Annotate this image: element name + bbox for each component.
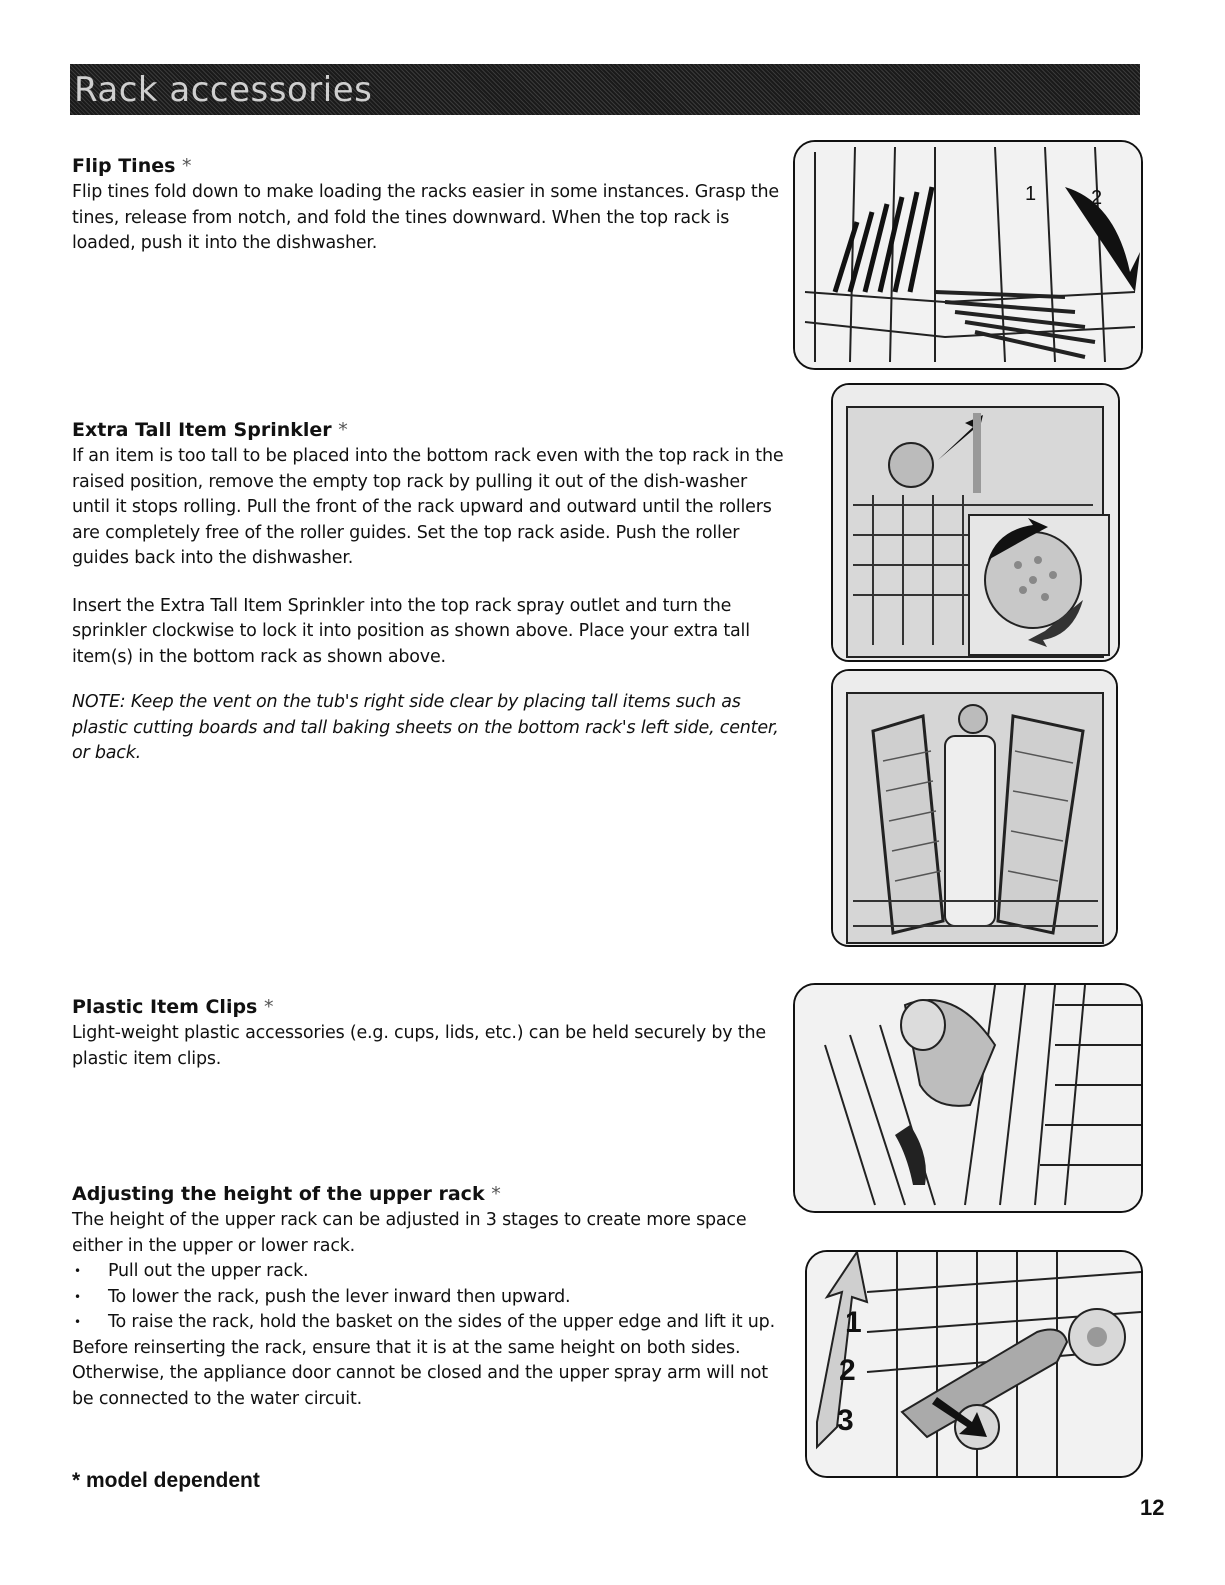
sprinkler-body-2: Insert the Extra Tall Item Sprinkler into the top rack spray outlet and turn the sprinkler clockwise to lock it into position as shown above. Place your extra tall item(s) in the bottom rack as shown above. (72, 595, 750, 667)
sprinkler-body-1: If an item is too tall to be placed into the bottom rack even with the top rack in the raised position, remove the empty top rack by pulling it out of the dish-washer until it stops rolling. Pull the front of the rack upward and outward until the rollers are completely free of the roller guides. Set the top rack aside. Push the roller guides back into the dishwasher. (72, 446, 784, 568)
rack-height-illustration (805, 1250, 1143, 1478)
banner-title: Rack accessories (74, 70, 373, 110)
height-steps-list (72, 1259, 784, 1336)
section-flip-tines (72, 154, 784, 257)
step-label: 2 (1091, 187, 1103, 209)
stage-label: 1 (845, 1306, 862, 1339)
clips-body: Light-weight plastic accessories (e.g. cups, lids, etc.) can be held securely by the plastic item clips. (72, 1023, 766, 1069)
height-intro: The height of the upper rack can be adjusted in 3 stages to create more space either in the upper or lower rack. (72, 1210, 747, 1256)
height-outro: Before reinserting the rack, ensure that it is at the same height on both sides. Otherwise, the appliance door cannot be closed and the upper spray arm will not be connected to the water circuit. (72, 1337, 768, 1409)
tall-items-illustration (831, 669, 1118, 947)
plastic-clips-illustration (793, 983, 1143, 1213)
height-heading: Adjusting the height of the upper rack * (72, 1183, 501, 1205)
sprinkler-install-illustration (831, 383, 1120, 662)
list-item: • Pull out the upper rack. (72, 1259, 784, 1285)
step-label: 1 (1025, 183, 1037, 205)
list-item: • To raise the rack, hold the basket on the sides of the upper edge and lift it up. (72, 1310, 784, 1336)
flip-tines-heading: Flip Tines * (72, 155, 192, 177)
flip-tines-illustration (793, 140, 1143, 370)
list-item: • To lower the rack, push the lever inward then upward. (72, 1285, 784, 1311)
stage-label: 3 (837, 1404, 854, 1437)
sprinkler-note: NOTE: Keep the vent on the tub's right side clear by placing tall items such as plastic cutting boards and tall baking sheets on the bottom rack's left side, center, or back. (72, 692, 779, 763)
section-sprinkler (72, 418, 784, 767)
section-banner (70, 64, 1140, 115)
page-number: 12 (1140, 1495, 1165, 1520)
clips-heading: Plastic Item Clips * (72, 996, 274, 1018)
section-height (72, 1182, 784, 1412)
flip-tines-body: Flip tines fold down to make loading the racks easier in some instances. Grasp the tines, release from notch, and fold the tines downward. When the top rack is loaded, push it into the dishwasher. (72, 182, 779, 253)
model-dependent-note: * model dependent (72, 1469, 260, 1492)
sprinkler-heading: Extra Tall Item Sprinkler * (72, 419, 348, 441)
stage-label: 2 (839, 1354, 856, 1387)
section-clips (72, 995, 784, 1072)
